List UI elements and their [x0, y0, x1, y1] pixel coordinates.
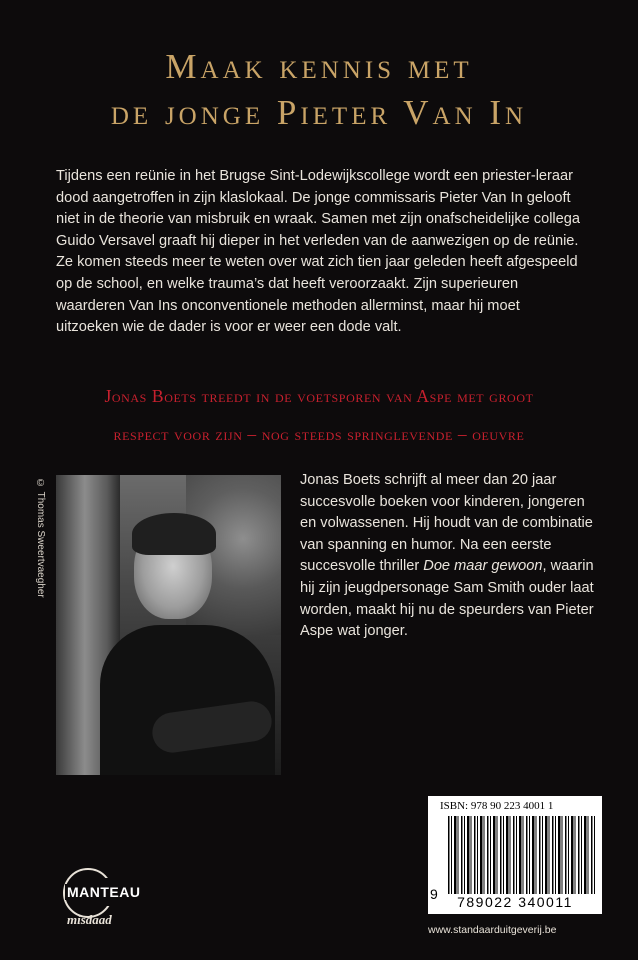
- photo-author-hair: [132, 513, 216, 555]
- author-bio: [300, 470, 600, 643]
- ean-first-digit: 9: [430, 886, 440, 902]
- publisher-logo: [55, 868, 155, 936]
- logo-brand: MANTEAU: [67, 884, 141, 900]
- author-bio-text-2: , waarin hij zijn jeugdpersonage Sam Smith ouder laat worden, maakt hij nu de speurders van Pieter Aspe wat jonger.: [300, 558, 594, 640]
- author-photo: [56, 475, 281, 775]
- book-title-reference: Doe maar gewoon: [423, 558, 543, 575]
- title-line-1: Maak kennis met: [165, 47, 473, 86]
- review-quote-line-2: respect voor zijn – nog steeds springlevende – oeuvre: [113, 424, 525, 444]
- barcode-bars: [448, 816, 596, 894]
- author-bio-text-1: Jonas Boets schrijft al meer dan 20 jaar succesvolle boeken voor kinderen, jongeren en volwassenen. Hij houdt van de combinatie van spanning en humor. Na een eerste succesvolle thriller: [300, 472, 593, 575]
- logo-imprint: misdaad: [67, 912, 112, 927]
- ean-digits: 789022 340011: [457, 894, 573, 910]
- photo-author-body: [100, 625, 275, 775]
- publisher-website: www.standaarduitgeverij.be: [428, 924, 557, 936]
- ean-number: [430, 886, 598, 910]
- isbn-label: ISBN: 978 90 223 4001 1: [440, 800, 554, 812]
- title-line-2: de jonge Pieter Van In: [110, 93, 528, 132]
- review-quote-line-1: Jonas Boets treedt in de voetsporen van Aspe met groot: [104, 386, 534, 406]
- barcode-panel: [428, 796, 602, 914]
- cover-title: [0, 44, 638, 136]
- book-blurb: Tijdens een reünie in het Brugse Sint-Lodewijkscollege wordt een priester-leraar dood aangetroffen in zijn klaslokaal. De jonge commissaris Pieter Van In gelooft niet in de theorie van misbruik en wraak. Samen met zijn onafscheidelijke collega Guido Versavel graaft hij dieper in het verleden van de aanwezigen op de reünie. Ze komen steeds meer te weten over wat zich tien jaar geleden heeft afgespeeld op de school, en welke trauma’s dat heeft veroorzaakt. Zijn superieuren waarderen Van Ins onconventionele methoden allerminst, maar hij moet uitzoeken wie de dader is voor er weer een dode valt.: [56, 168, 581, 336]
- photo-credit: © Thomas Sweertvaegher: [35, 478, 46, 598]
